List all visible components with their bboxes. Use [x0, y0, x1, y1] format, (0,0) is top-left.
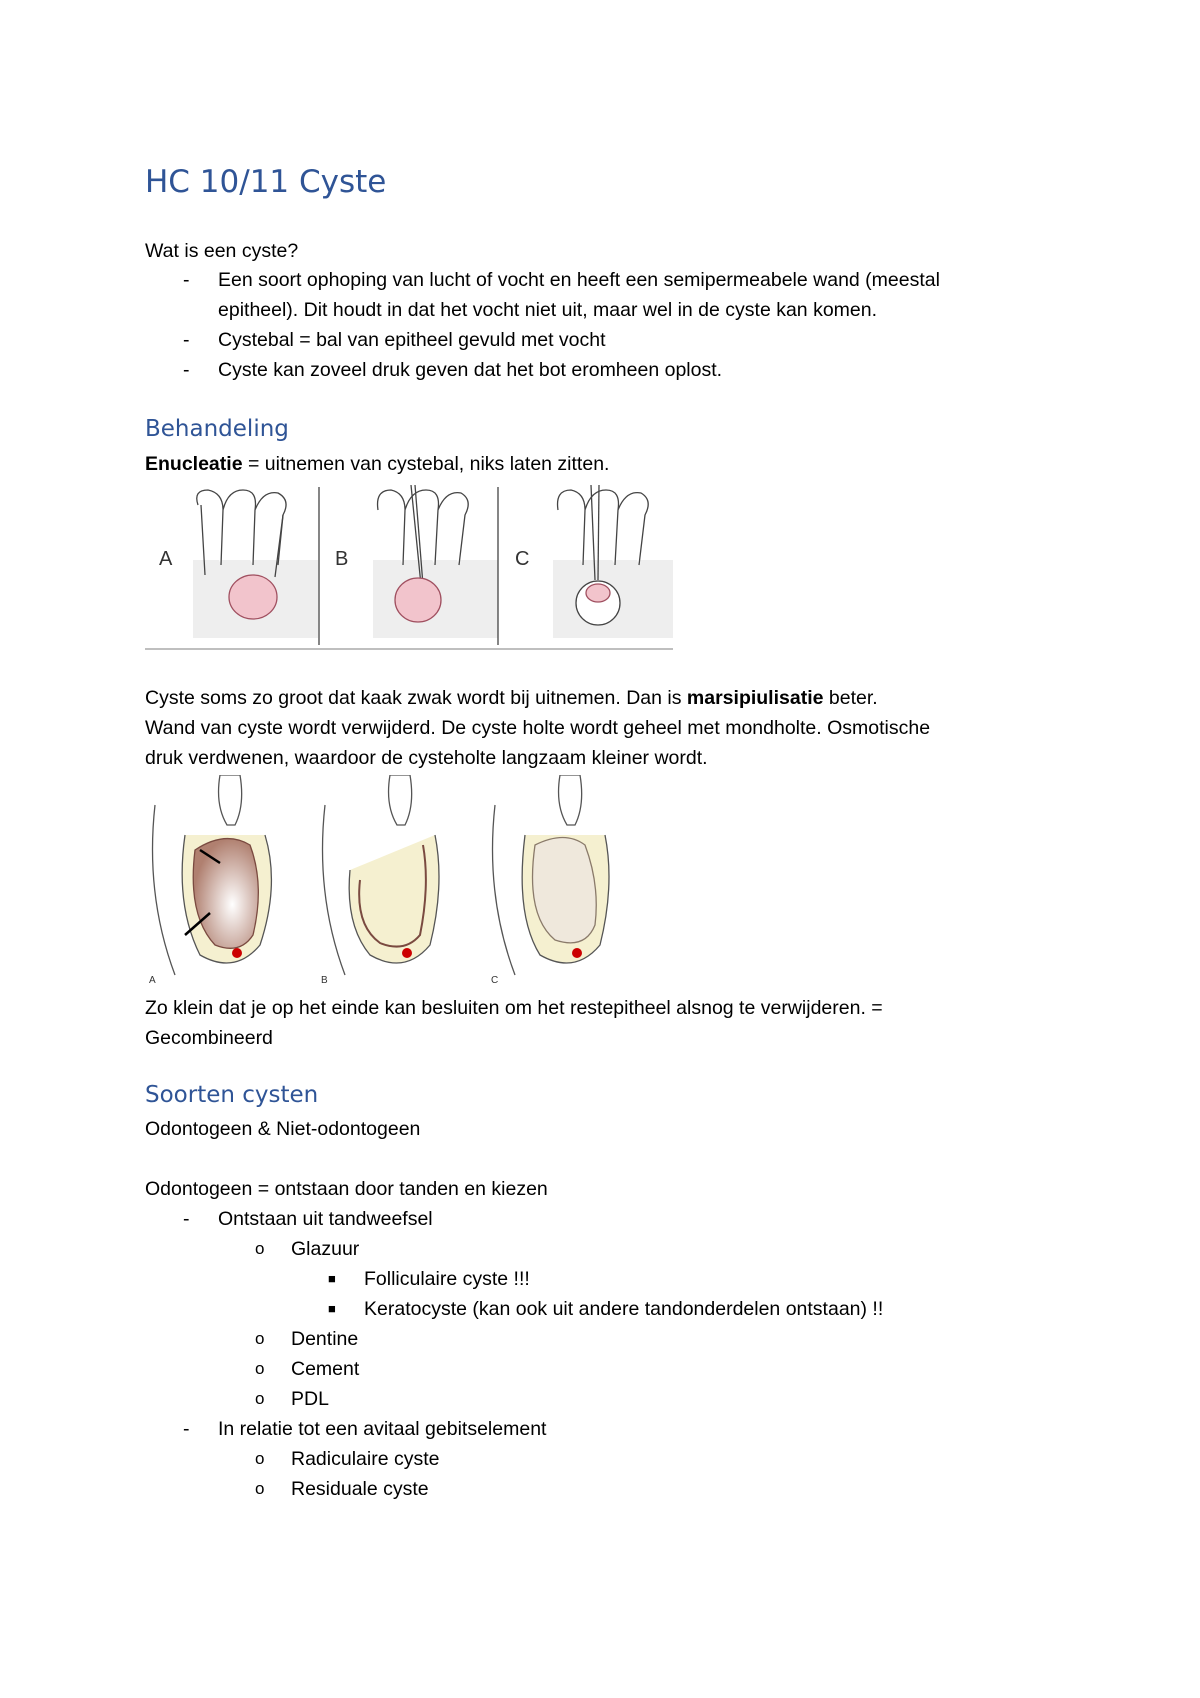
enucleatie-line — [145, 449, 609, 479]
circle-bullet: o — [255, 1359, 265, 1378]
list-item-l1: In relatie tot een avitaal gebitselement — [218, 1418, 547, 1440]
dash-bullet: - — [183, 1208, 190, 1230]
para1-text-a: Cyste soms zo groot dat kaak zwak wordt bij uitnemen. Dan is — [145, 687, 687, 709]
circle-bullet: o — [255, 1239, 265, 1258]
heading-soorten-cysten: Soorten cysten — [145, 1082, 319, 1108]
square-bullet: ■ — [328, 1271, 336, 1286]
figure1-label-b: B — [335, 548, 349, 570]
figure2-label-b: B — [321, 975, 328, 985]
dash-bullet: - — [183, 1418, 190, 1440]
list-item-l3: Folliculaire cyste !!! — [364, 1268, 530, 1290]
dash-bullet: - — [183, 269, 190, 291]
circle-bullet: o — [255, 1449, 265, 1468]
soorten-line-1: Odontogeen & Niet-odontogeen — [145, 1118, 421, 1140]
heading-behandeling: Behandeling — [145, 416, 289, 442]
list-item-l2: Cement — [291, 1358, 360, 1380]
page-title: HC 10/11 Cyste — [145, 164, 387, 200]
enucleatie-text: = uitnemen van cystebal, niks laten zitten. — [242, 453, 610, 475]
intro-bullet-1b: epitheel). Dit houdt in dat het vocht niet uit, maar wel in de cyste kan komen. — [218, 299, 878, 321]
intro-bullet-3: Cyste kan zoveel druk geven dat het bot eromheen oplost. — [218, 359, 723, 381]
para-gecombineerd: Gecombineerd — [145, 1027, 273, 1049]
circle-bullet: o — [255, 1329, 265, 1348]
term-enucleatie: Enucleatie — [145, 453, 243, 475]
list-item-l3: Keratocyste (kan ook uit andere tandonderdelen ontstaan) !! — [364, 1298, 884, 1320]
soorten-line-2: Odontogeen = ontstaan door tanden en kiezen — [145, 1178, 548, 1200]
figure1-label-a: A — [159, 548, 173, 570]
enucleation-figure — [143, 485, 673, 650]
list-item-l2: PDL — [291, 1388, 329, 1410]
square-bullet: ■ — [328, 1301, 336, 1316]
intro-bullet-2: Cystebal = bal van epitheel gevuld met vocht — [218, 329, 606, 351]
dash-bullet: - — [183, 329, 190, 351]
term-marsipiulisatie: marsipiulisatie — [686, 687, 824, 709]
figure2-label-a: A — [149, 975, 156, 985]
para-wand: Wand van cyste wordt verwijderd. De cyste holte wordt geheel met mondholte. Osmotische — [145, 717, 931, 739]
list-item-l2: Radiculaire cyste — [291, 1448, 440, 1470]
intro-bullet-1a: Een soort ophoping van lucht of vocht en heeft een semipermeabele wand (meestal — [218, 269, 940, 291]
list-item-l2: Residuale cyste — [291, 1478, 429, 1500]
list-item-l2: Dentine — [291, 1328, 359, 1350]
dash-bullet: - — [183, 359, 190, 381]
list-item-l1: Ontstaan uit tandweefsel — [218, 1208, 433, 1230]
para1-text-b: beter. — [823, 687, 878, 709]
para-druk: druk verdwenen, waardoor de cysteholte langzaam kleiner wordt. — [145, 747, 708, 769]
figure2-label-c: C — [491, 975, 499, 985]
intro-question: Wat is een cyste? — [145, 240, 299, 262]
circle-bullet: o — [255, 1389, 265, 1408]
figure1-label-c: C — [515, 548, 530, 570]
para-marsupialisatie — [145, 683, 878, 713]
marsupialisation-figure — [145, 775, 655, 985]
circle-bullet: o — [255, 1479, 265, 1498]
para-restepitheel: Zo klein dat je op het einde kan besluiten om het restepitheel alsnog te verwijderen. = — [145, 997, 883, 1019]
list-item-l2: Glazuur — [291, 1238, 360, 1260]
